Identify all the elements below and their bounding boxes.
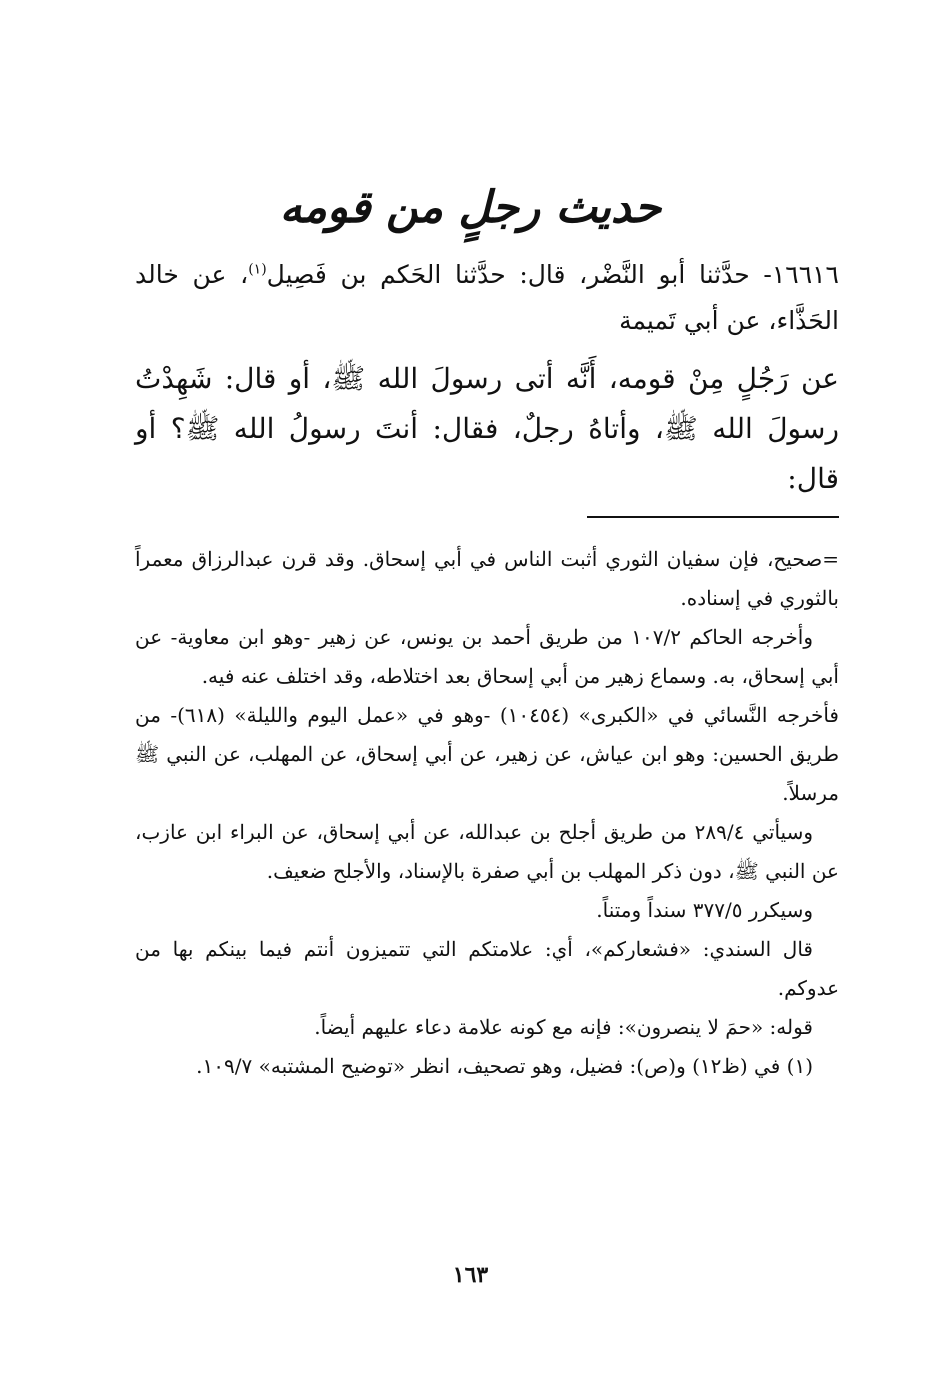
footnotes-section <box>135 540 839 1086</box>
page-number: ١٦٣ <box>452 1262 489 1288</box>
hadith-matn: عن رَجُلٍ مِنْ قومه، أَنَّه أتى رسولَ الله ﷺ، أو قال: شَهِدْتُ رسولَ الله ﷺ، وأتاهُ رجلٌ، فقال: أنتَ رسولُ الله ﷺ؟ أو قال: <box>135 362 839 495</box>
isnad-text-part2: ، عن خالد الحَذَّاء، عن أبي تَميمة <box>135 260 839 335</box>
chapter-title: حديث رجلٍ من قومه <box>279 182 662 233</box>
footnote-divider <box>587 516 839 518</box>
footnote-paragraph: وسيكرر ٣٧٧/٥ سنداً ومتناً. <box>596 898 813 922</box>
hadith-isnad <box>135 252 839 344</box>
hadith-number: ١٦٦١٦- <box>763 260 839 289</box>
footnote-paragraph: قوله: «حمَ لا ينصرون»: فإنه مع كونه علامة دعاء عليهم أيضاً. <box>314 1015 813 1039</box>
footnote-note-1: (١) في (ظ١٢) و(ص): فضيل، وهو تصحيف، انظر «توضيح المشتبه» ١٠٩/٧. <box>196 1054 813 1078</box>
footnote-paragraph: فأخرجه النَّسائي في «الكبرى» (١٠٤٥٤) -وهو في «عمل اليوم والليلة» (٦١٨)- من طريق الحسين: وهو ابن عياش، عن زهير، عن أبي إسحاق، عن المهلب، عن النبي ﷺ مرسلاً. <box>135 703 839 805</box>
footnote-paragraph: قال السندي: «فشعاركم»، أي: علامتكم التي تتميزون أنتم فيما بينكم بها من عدوكم. <box>135 937 839 1000</box>
footnote-reference[interactable]: (١) <box>248 261 267 278</box>
footnote-paragraph: وأخرجه الحاكم ١٠٧/٢ من طريق أحمد بن يونس، عن زهير -وهو ابن معاوية- عن أبي إسحاق، به. وسماع زهير من أبي إسحاق بعد اختلاطه، وقد اختلف عنه فيه. <box>135 625 839 688</box>
isnad-text-part1: حدَّثنا أبو النَّضْر، قال: حدَّثنا الحَكم بن فَصِيل <box>266 260 764 289</box>
footnote-paragraph: =صحيح، فإن سفيان الثوري أثبت الناس في أبي إسحاق. وقد قرن عبدالرزاق معمراً بالثوري في إسناده. <box>135 547 839 610</box>
footnote-paragraph: وسيأتي ٢٨٩/٤ من طريق أجلح بن عبدالله، عن أبي إسحاق، عن البراء ابن عازب، عن النبي ﷺ، دون ذكر المهلب بن أبي صفرة بالإسناد، والأجلح ضعيف. <box>135 820 839 883</box>
